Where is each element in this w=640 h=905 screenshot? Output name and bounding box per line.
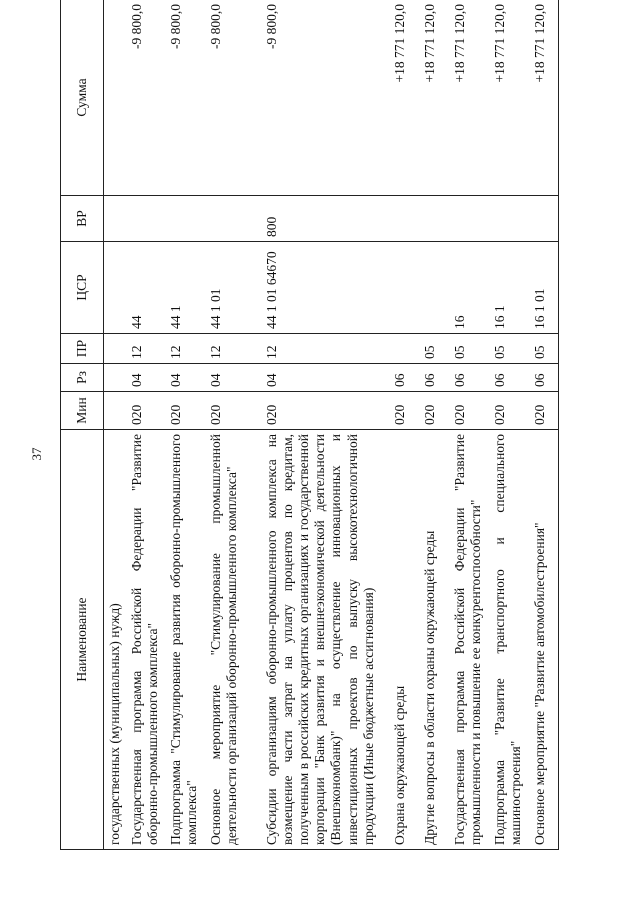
table-row: [389, 0, 419, 850]
cell-min: 020: [529, 392, 559, 430]
cell-vr: 800: [261, 196, 389, 242]
header-min: Мин: [61, 392, 104, 430]
cell-rz: 06: [449, 364, 489, 392]
budget-table: [60, 0, 559, 850]
table-row: [165, 0, 205, 850]
cell-rz: 04: [165, 364, 205, 392]
cell-name: Государственная программа Российской Федерации "Развитие промышленности и повышение ее конкурентоспособности": [449, 430, 489, 850]
page-number: 37: [29, 447, 44, 461]
table-row: [489, 0, 529, 850]
cell-csr: 44 1: [165, 242, 205, 334]
table-row: [126, 0, 164, 850]
cell-min: 020: [261, 392, 389, 430]
cell-pr: 12: [261, 334, 389, 364]
cell-name: Подпрограмма "Стимулирование развития оборонно-промышленного комплекса": [165, 430, 205, 850]
header-pr: ПР: [61, 334, 104, 364]
cell-pr: 05: [489, 334, 529, 364]
table-row: [205, 0, 261, 850]
table-row: [449, 0, 489, 850]
cell-vr: [165, 196, 205, 242]
cell-pr: 05: [419, 334, 449, 364]
cell-name: Субсидии организациям оборонно-промышленного комплекса на возмещение части затрат на уплату процентов по кредитам, полученным в российских кредитных организациях и государственной корпорации "Банк развития и внешнеэкономической деятельности (Внешэкономбанк)" на осуществление инновационных и инвестиционных проектов по выпуску высокотехнологичной продукции (Иные бюджетные ассигнования): [261, 430, 389, 850]
cell-name: Другие вопросы в области охраны окружающей среды: [419, 430, 449, 850]
cell-sum: +18 771 120,0: [529, 0, 559, 196]
cell-pr: 05: [529, 334, 559, 364]
header-csr: ЦСР: [61, 242, 104, 334]
cell-min: 020: [389, 392, 419, 430]
cell-min: 020: [489, 392, 529, 430]
cell-min: 020: [165, 392, 205, 430]
cell-vr: [104, 196, 127, 242]
cell-rz: 06: [389, 364, 419, 392]
cell-name: Основное мероприятие "Развитие автомобилестроения": [529, 430, 559, 850]
table-row: [529, 0, 559, 850]
cell-pr: [389, 334, 419, 364]
cell-vr: [449, 196, 489, 242]
cell-rz: 04: [126, 364, 164, 392]
cell-name: Охрана окружающей среды: [389, 430, 419, 850]
cell-vr: [205, 196, 261, 242]
cell-sum: [104, 0, 127, 196]
cell-pr: 12: [165, 334, 205, 364]
cell-csr: 44: [126, 242, 164, 334]
cell-rz: [104, 364, 127, 392]
cell-sum: -9 800,0: [261, 0, 389, 196]
cell-vr: [419, 196, 449, 242]
cell-sum: +18 771 120,0: [449, 0, 489, 196]
cell-rz: 06: [529, 364, 559, 392]
cell-pr: 12: [205, 334, 261, 364]
cell-rz: 06: [489, 364, 529, 392]
rotated-table-container: [60, 0, 600, 850]
cell-pr: [104, 334, 127, 364]
cell-sum: -9 800,0: [205, 0, 261, 196]
table-row: [261, 0, 389, 850]
cell-min: 020: [449, 392, 489, 430]
cell-sum: +18 771 120,0: [489, 0, 529, 196]
cell-sum: -9 800,0: [126, 0, 164, 196]
cell-csr: 16 1: [489, 242, 529, 334]
cell-csr: 16: [449, 242, 489, 334]
cell-csr: 44 1 01: [205, 242, 261, 334]
cell-vr: [389, 196, 419, 242]
cell-pr: 05: [449, 334, 489, 364]
cell-sum: +18 771 120,0: [419, 0, 449, 196]
cell-name: Основное мероприятие "Стимулирование промышленной деятельности организаций оборонно-промышленного комплекса": [205, 430, 261, 850]
cell-csr: [389, 242, 419, 334]
cell-rz: 04: [205, 364, 261, 392]
cell-name: государственных (муниципальных) нужд): [104, 430, 127, 850]
table-row: [419, 0, 449, 850]
cell-vr: [126, 196, 164, 242]
cell-min: 020: [205, 392, 261, 430]
cell-csr: [419, 242, 449, 334]
cell-csr: 16 1 01: [529, 242, 559, 334]
cell-name: Государственная программа Российской Федерации "Развитие оборонно-промышленного комплекса": [126, 430, 164, 850]
cell-rz: 04: [261, 364, 389, 392]
cell-vr: [529, 196, 559, 242]
cell-sum: +18 771 120,0: [389, 0, 419, 196]
table-row: [104, 0, 127, 850]
cell-name: Подпрограмма "Развитие транспортного и специального машиностроения": [489, 430, 529, 850]
cell-min: 020: [126, 392, 164, 430]
cell-min: [104, 392, 127, 430]
cell-pr: 12: [126, 334, 164, 364]
header-sum: Сумма: [61, 0, 104, 196]
cell-sum: -9 800,0: [165, 0, 205, 196]
cell-csr: [104, 242, 127, 334]
header-vr: ВР: [61, 196, 104, 242]
cell-rz: 06: [419, 364, 449, 392]
header-name: Наименование: [61, 430, 104, 850]
header-rz: Рз: [61, 364, 104, 392]
cell-min: 020: [419, 392, 449, 430]
cell-vr: [489, 196, 529, 242]
table-header: [61, 0, 104, 850]
table-body: [104, 0, 559, 850]
cell-csr: 44 1 01 64670: [261, 242, 389, 334]
